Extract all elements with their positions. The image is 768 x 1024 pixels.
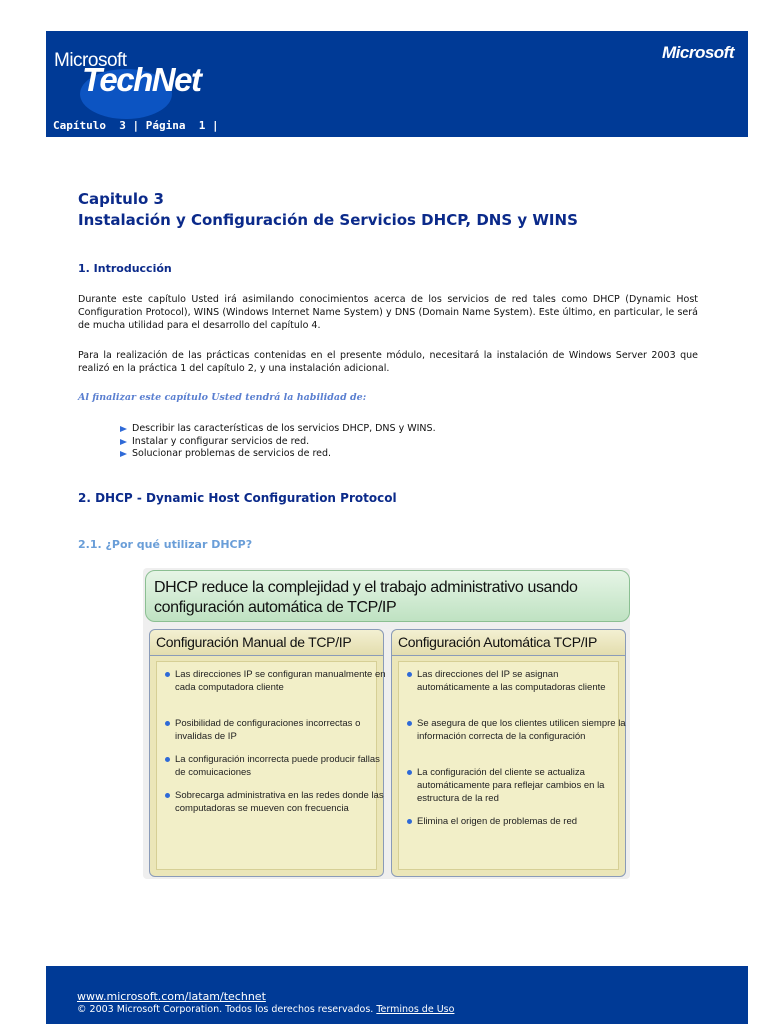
objectives-list [120, 423, 436, 461]
arrow-bullet-icon [120, 439, 127, 445]
page-title [78, 189, 578, 231]
list-item: Se asegura de que los clientes utilicen siempre la información correcta de la configuración [407, 717, 629, 743]
copyright-text: © 2003 Microsoft Corporation. Todos los derechos reservados. [77, 1004, 374, 1015]
list-item: La configuración del cliente se actualiza automáticamente para reflejar cambios en la estructura de la red [407, 766, 629, 805]
manual-config-panel [149, 629, 384, 877]
bullet-dot-icon [407, 819, 412, 824]
auto-config-panel [391, 629, 626, 877]
manual-panel-body [156, 661, 386, 870]
breadcrumb: Capítulo 3 | Página 1 | [53, 119, 219, 132]
auto-panel-title: Configuración Automática TCP/IP [392, 630, 625, 656]
section-heading-dhcp: 2. DHCP - Dynamic Host Configuration Protocol [78, 491, 397, 505]
dhcp-comparison-figure [143, 568, 630, 879]
technet-url-link[interactable]: www.microsoft.com/latam/technet [77, 990, 266, 1003]
terms-of-use-link[interactable]: Terminos de Uso [376, 1004, 455, 1015]
list-item: Sobrecarga administrativa en las redes donde las computadoras se mueven con frecuencia [165, 789, 387, 815]
bullet-dot-icon [407, 721, 412, 726]
list-item: Solucionar problemas de servicios de red. [120, 448, 436, 461]
bullet-dot-icon [407, 770, 412, 775]
header-banner [46, 31, 748, 137]
list-item: Elimina el origen de problemas de red [407, 815, 629, 828]
list-item: Las direcciones del IP se asignan automáticamente a las computadoras cliente [407, 668, 629, 694]
bullet-dot-icon [165, 757, 170, 762]
objectives-lead: Al finalizar este capítulo Usted tendrá la habilidad de: [78, 392, 367, 403]
list-item: La configuración incorrecta puede producir fallas de comuicaciones [165, 753, 387, 779]
bullet-dot-icon [165, 721, 170, 726]
footer-url-line [77, 990, 266, 1003]
chapter-title: Instalación y Configuración de Servicios DHCP, DNS y WINS [78, 211, 578, 229]
bullet-dot-icon [165, 793, 170, 798]
chapter-number: Capitulo 3 [78, 190, 164, 208]
logo-technet-text: TechNet [82, 61, 201, 98]
intro-paragraph-1: Durante este capítulo Usted irá asimilando conocimientos acerca de los servicios de red tales como DHCP (Dynamic Host Configuration Protocol), WINS (Windows Internet Name System) y DNS (Domain Name System). Este último, en particular, le será de mucha utilidad para el desarrollo del capítulo 4. [78, 294, 698, 331]
microsoft-brand[interactable]: Microsoft [662, 43, 734, 62]
subsection-heading: 2.1. ¿Por qué utilizar DHCP? [78, 538, 253, 551]
list-item: Describir las características de los servicios DHCP, DNS y WINS. [120, 423, 436, 436]
banner-line-1: DHCP reduce la complejidad y el trabajo administrativo usando [154, 579, 578, 596]
footer-copyright-line [77, 1004, 454, 1015]
manual-panel-title: Configuración Manual de TCP/IP [150, 630, 383, 656]
bullet-dot-icon [165, 672, 170, 677]
intro-paragraph-2: Para la realización de las prácticas contenidas en el presente módulo, necesitará la instalación de Windows Server 2003 que realizó en la práctica 1 del capítulo 2, y una instalación adicional. [78, 350, 698, 374]
list-item: Instalar y configurar servicios de red. [120, 436, 436, 449]
figure-banner [145, 570, 630, 622]
bullet-dot-icon [407, 672, 412, 677]
list-item: Posibilidad de configuraciones incorrectas o invalidas de IP [165, 717, 387, 743]
list-item: Las direcciones IP se configuran manualmente en cada computadora cliente [165, 668, 387, 694]
logo-microsoft-text: Microsoft [54, 50, 127, 71]
section-heading-introduccion: 1. Introducción [78, 262, 172, 275]
arrow-bullet-icon [120, 426, 127, 432]
auto-panel-body [398, 661, 626, 870]
banner-line-2: configuración automática de TCP/IP [154, 599, 397, 616]
footer-banner [46, 966, 748, 1024]
arrow-bullet-icon [120, 451, 127, 457]
technet-logo[interactable] [54, 47, 214, 119]
